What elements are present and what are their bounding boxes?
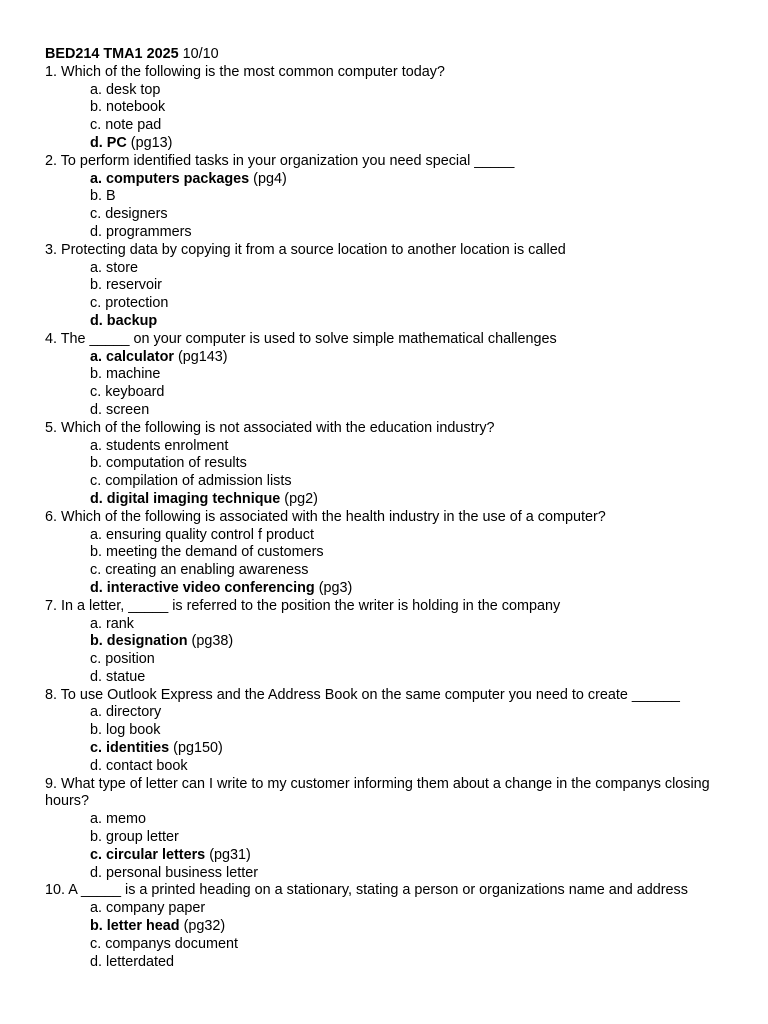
page-reference: (pg31) <box>209 846 251 863</box>
option-label: c. position <box>90 651 155 668</box>
document-title: BED214 TMA1 2025 <box>45 46 179 62</box>
answer-option <box>45 99 735 117</box>
answer-option-correct <box>45 171 735 189</box>
option-list <box>45 438 735 509</box>
answer-option-correct <box>45 349 735 367</box>
answer-option <box>45 295 735 313</box>
answer-option <box>45 277 735 295</box>
answer-option <box>45 562 735 580</box>
option-label: d. statue <box>90 668 146 685</box>
question-text: 4. The _____ on your computer is used to solve simple mathematical challenges <box>45 330 557 347</box>
option-label: a. ensuring quality control f product <box>90 526 314 543</box>
answer-option <box>45 224 735 242</box>
answer-option-correct <box>45 580 735 598</box>
page-reference: (pg2) <box>284 490 318 507</box>
option-label: c. designers <box>90 206 168 223</box>
answer-option <box>45 936 735 954</box>
question-text: 8. To use Outlook Express and the Address Book on the same computer you need to create ______ <box>45 686 680 703</box>
option-label: d. PC <box>90 134 127 151</box>
question-text: 5. Which of the following is not associated with the education industry? <box>45 419 495 436</box>
page-reference: (pg150) <box>173 740 223 757</box>
option-label: c. creating an enabling awareness <box>90 562 309 579</box>
question-item-6 <box>45 509 735 598</box>
option-list <box>45 527 735 598</box>
question-item-5 <box>45 420 735 509</box>
answer-option <box>45 527 735 545</box>
option-list <box>45 349 735 420</box>
answer-option <box>45 651 735 669</box>
answer-option <box>45 384 735 402</box>
question-text: 6. Which of the following is associated with the health industry in the use of a computer? <box>45 508 606 525</box>
question-text: 9. What type of letter can I write to my customer informing them about a change in the companys closing hours? <box>45 775 710 810</box>
option-list <box>45 704 735 775</box>
answer-option <box>45 188 735 206</box>
option-label: a. calculator <box>90 348 174 365</box>
question-text: 7. In a letter, _____ is referred to the position the writer is holding in the company <box>45 597 561 614</box>
option-list <box>45 260 735 331</box>
page-reference: (pg4) <box>253 170 287 187</box>
option-label: d. personal business letter <box>90 864 258 881</box>
option-label: c. circular letters <box>90 846 206 863</box>
page-reference: (pg38) <box>191 633 234 650</box>
answer-option <box>45 865 735 883</box>
answer-option-correct <box>45 740 735 758</box>
option-label: d. letterdated <box>90 953 175 970</box>
question-item-3 <box>45 242 735 331</box>
option-label: c. protection <box>90 295 169 312</box>
answer-option <box>45 704 735 722</box>
page-reference: (pg143) <box>177 348 228 365</box>
answer-option <box>45 829 735 847</box>
answer-option <box>45 954 735 972</box>
answer-option <box>45 616 735 634</box>
option-label: b. meeting the demand of customers <box>90 544 324 561</box>
question-item-7 <box>45 598 735 687</box>
option-list <box>45 900 735 971</box>
option-label: d. interactive video conferencing <box>90 579 315 596</box>
answer-option <box>45 260 735 278</box>
answer-option <box>45 402 735 420</box>
option-label: b. log book <box>90 722 161 739</box>
question-item-2 <box>45 153 735 242</box>
option-label: b. B <box>90 188 116 205</box>
option-label: b. computation of results <box>90 455 247 472</box>
question-text: 3. Protecting data by copying it from a source location to another location is called <box>45 241 566 258</box>
option-list <box>45 616 735 687</box>
question-item-1 <box>45 64 735 153</box>
answer-option <box>45 82 735 100</box>
answer-option <box>45 117 735 135</box>
option-label: a. store <box>90 259 138 276</box>
answer-option-correct <box>45 491 735 509</box>
answer-option <box>45 811 735 829</box>
option-label: d. screen <box>90 401 150 418</box>
document-header <box>45 46 735 64</box>
option-label: b. reservoir <box>90 277 162 294</box>
answer-option <box>45 473 735 491</box>
answer-option-correct <box>45 135 735 153</box>
question-item-4 <box>45 331 735 420</box>
question-item-8 <box>45 687 735 776</box>
answer-option-correct <box>45 313 735 331</box>
question-item-9 <box>45 776 735 883</box>
option-label: b. group letter <box>90 829 179 846</box>
option-label: c. companys document <box>90 935 238 952</box>
page-reference: (pg3) <box>318 579 353 596</box>
option-list <box>45 171 735 242</box>
option-label: d. contact book <box>90 757 188 774</box>
option-label: a. desk top <box>90 81 161 98</box>
option-label: c. identities <box>90 740 170 757</box>
answer-option <box>45 722 735 740</box>
page-reference: (pg32) <box>183 918 226 935</box>
option-label: c. compilation of admission lists <box>90 473 292 490</box>
score-label: 10/10 <box>182 46 219 62</box>
answer-option <box>45 366 735 384</box>
option-label: d. backup <box>90 312 158 329</box>
page-reference: (pg13) <box>130 134 173 151</box>
answer-option <box>45 900 735 918</box>
answer-option <box>45 544 735 562</box>
option-label: d. digital imaging technique <box>90 490 281 507</box>
answer-option-correct <box>45 847 735 865</box>
option-list <box>45 82 735 153</box>
option-label: b. machine <box>90 366 161 383</box>
option-label: a. company paper <box>90 900 206 917</box>
option-label: a. memo <box>90 811 146 828</box>
option-label: a. students enrolment <box>90 437 229 454</box>
option-label: c. keyboard <box>90 384 165 401</box>
answer-option-correct <box>45 633 735 651</box>
answer-option <box>45 758 735 776</box>
answer-option <box>45 206 735 224</box>
option-label: a. rank <box>90 615 134 632</box>
question-text: 1. Which of the following is the most common computer today? <box>45 63 445 80</box>
option-label: b. notebook <box>90 99 166 116</box>
answer-option <box>45 669 735 687</box>
option-label: d. programmers <box>90 223 192 240</box>
answer-option-correct <box>45 918 735 936</box>
question-text: 2. To perform identified tasks in your organization you need special _____ <box>45 152 515 169</box>
option-label: b. letter head <box>90 918 180 935</box>
answer-option <box>45 455 735 473</box>
question-list <box>45 64 735 972</box>
option-label: a. directory <box>90 704 162 721</box>
option-label: c. note pad <box>90 117 162 134</box>
option-label: b. designation <box>90 633 188 650</box>
answer-option <box>45 438 735 456</box>
question-text: 10. A _____ is a printed heading on a stationary, stating a person or organizations name and address <box>45 882 688 899</box>
option-list <box>45 811 735 882</box>
option-label: a. computers packages <box>90 170 250 187</box>
question-item-10 <box>45 882 735 971</box>
